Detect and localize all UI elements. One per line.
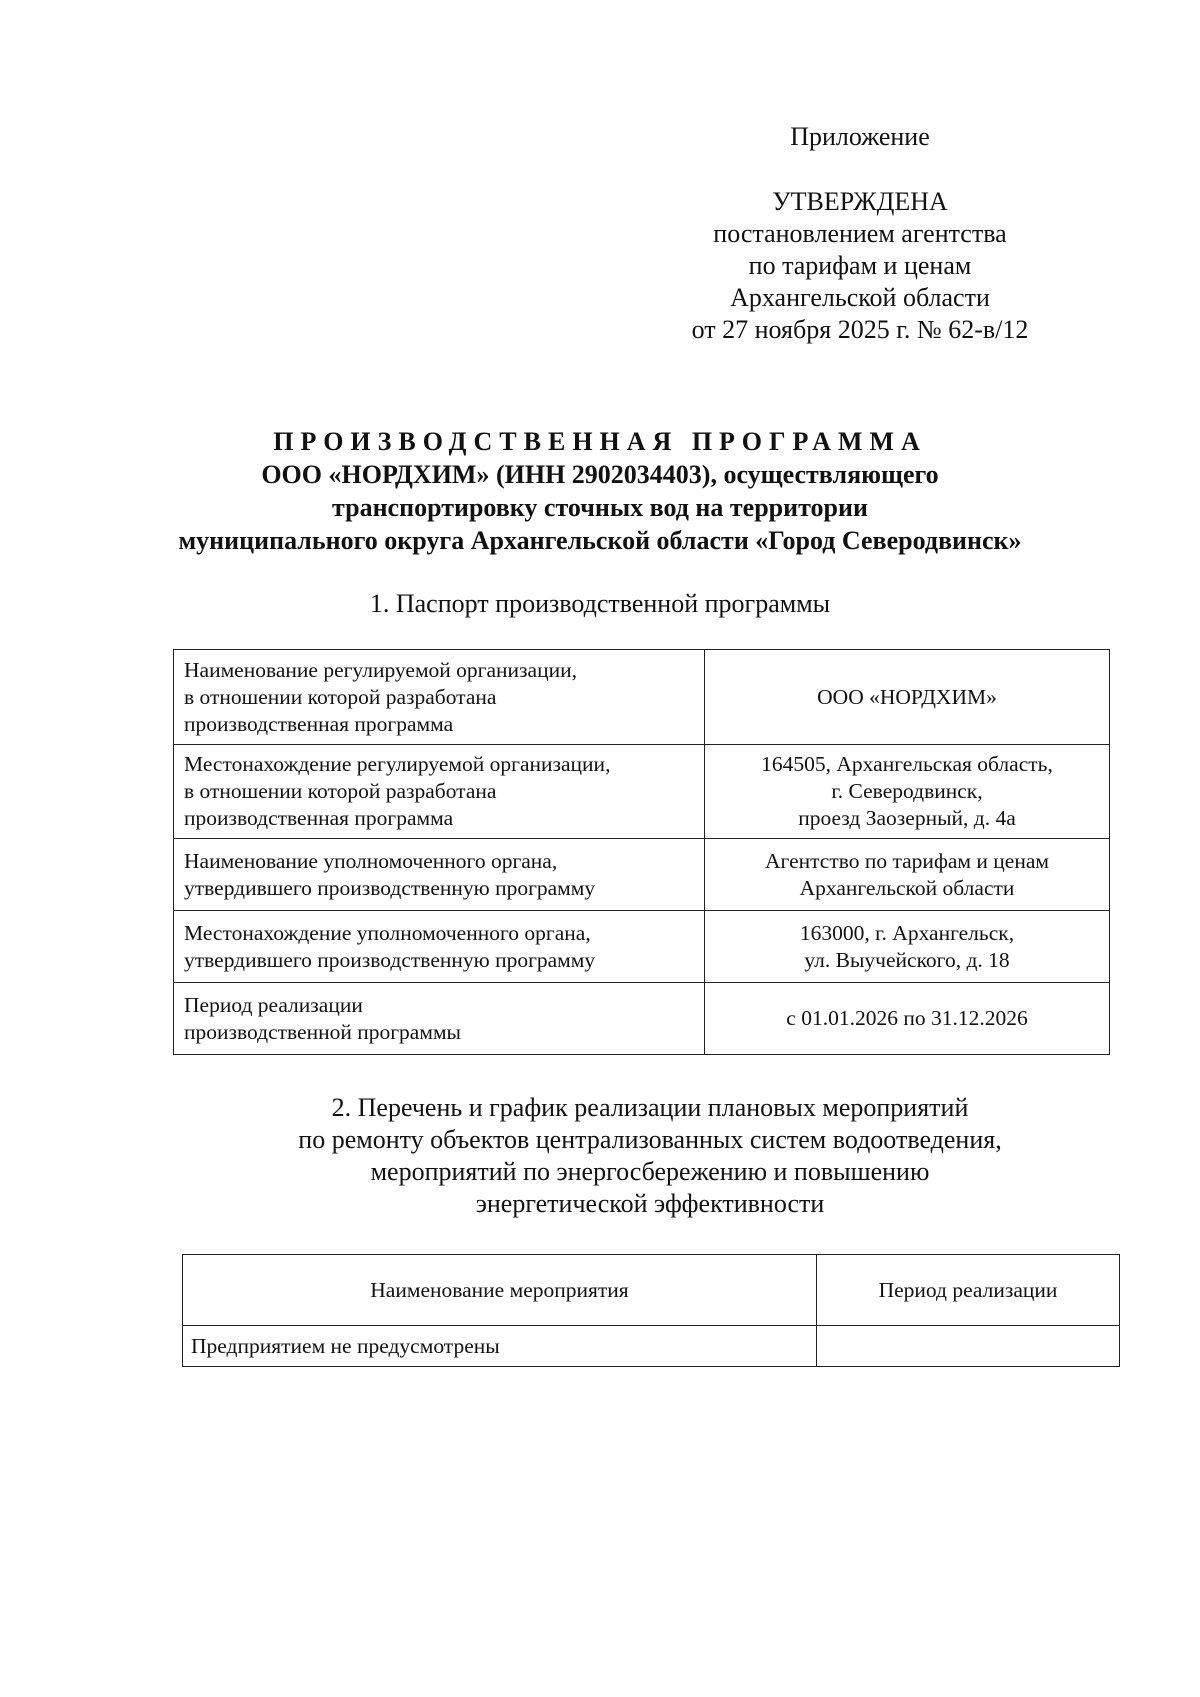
cell-line: в отношении которой разработана [184,684,497,709]
document-title [100,425,1100,557]
cell-line: утвердившего производственную программу [184,947,596,972]
column-header-name: Наименование мероприятия [183,1255,817,1326]
table-row [174,839,1110,911]
title-line-3: муниципального округа Архангельской области «Город Северодвинск» [178,526,1022,555]
approval-stamp [640,186,1080,346]
passport-key-cell [174,911,705,983]
section-1-heading: 1. Паспорт производственной программы [369,589,831,618]
approved-label: УТВЕРЖДЕНА [772,187,948,216]
passport-value-cell [705,745,1110,839]
cell-line: г. Северодвинск, [831,779,983,803]
section-2-heading-line-4: энергетической эффективности [475,1189,825,1218]
cell-line: 164505, Архангельская область, [761,752,1053,776]
cell-line: 163000, г. Архангельск, [799,920,1015,945]
events-table-header [183,1255,1120,1326]
approval-line-2: по тарифам и ценам [748,251,972,280]
passport-value-cell [705,911,1110,983]
passport-table [173,649,1110,1055]
cell-line: Архангельской области [799,875,1015,900]
passport-table-body [174,650,1110,1055]
table-row [174,745,1110,839]
passport-key-cell [174,839,705,911]
approval-line-4: от 27 ноября 2025 г. № 62-в/12 [691,315,1029,344]
column-header-period: Период реализации [817,1255,1120,1326]
cell-line: в отношении которой разработана [184,779,497,803]
appendix-label: Приложение [790,122,930,151]
passport-key-cell [174,983,705,1055]
section-2-heading-line-3: мероприятий по энергосбережению и повышению [370,1157,930,1186]
cell-line: Местонахождение уполномоченного органа, [184,920,591,945]
passport-value-cell [705,983,1110,1055]
cell-line: производственной программы [184,1019,462,1044]
event-period-cell [817,1326,1120,1367]
section-2-heading [150,1092,1150,1220]
cell-line: Агентство по тарифам и ценам [765,848,1049,873]
passport-key-cell [174,745,705,839]
cell-line: Наименование уполномоченного органа, [184,848,558,873]
approval-line-3: Архангельской области [730,283,990,312]
cell-line: производственная программа [184,806,454,830]
title-line-2: транспортировку сточных вод на территории [332,493,868,522]
title-line-1: ООО «НОРДХИМ» (ИНН 2902034403), осуществляющего [261,460,939,489]
table-row [174,983,1110,1055]
cell-line: Период реализации [184,992,363,1017]
table-row [183,1326,1120,1367]
approval-line-1: постановлением агентства [713,219,1007,248]
cell-line: проезд Заозерный, д. 4а [798,806,1016,830]
cell-line: с 01.01.2026 по 31.12.2026 [786,1006,1028,1030]
cell-line: ООО «НОРДХИМ» [817,684,997,709]
events-table-body [183,1326,1120,1367]
table-header-row [183,1255,1120,1326]
title-heading: ПРОИЗВОДСТВЕННАЯ ПРОГРАММА [273,427,927,456]
events-table [182,1254,1120,1367]
cell-line: утвердившего производственную программу [184,875,596,900]
section-2-heading-line-2: по ремонту объектов централизованных систем водоотведения, [298,1125,1002,1154]
cell-line: ул. Выучейского, д. 18 [804,947,1010,972]
cell-line: производственная программа [184,711,454,736]
passport-value-cell [705,650,1110,745]
table-row [174,911,1110,983]
cell-line: Местонахождение регулируемой организации, [184,752,611,776]
table-row [174,650,1110,745]
passport-key-cell [174,650,705,745]
passport-value-cell [705,839,1110,911]
cell-line: Наименование регулируемой организации, [184,657,577,682]
section-2-heading-line-1: 2. Перечень и график реализации плановых мероприятий [331,1093,969,1122]
event-name-cell: Предприятием не предусмотрены [183,1326,817,1367]
